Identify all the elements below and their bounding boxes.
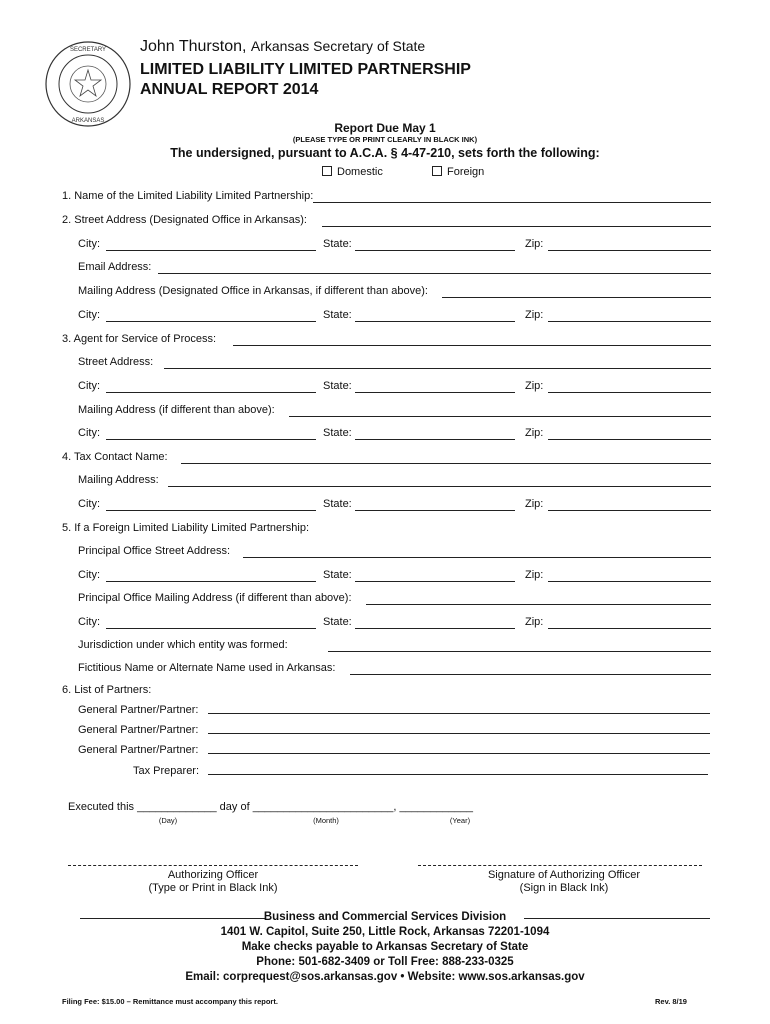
general-partner-label: General Partner/Partner:: [78, 704, 199, 716]
general-partner-label: General Partner/Partner:: [78, 744, 199, 756]
email-website: Email: corprequest@sos.arkansas.gov • Website: www.sos.arkansas.gov: [185, 971, 585, 983]
state-field[interactable]: [355, 321, 515, 322]
state-label: State:: [323, 616, 352, 628]
zip-field[interactable]: [548, 628, 711, 629]
executed-line[interactable]: Executed this _____________ day of _______________________, ____________: [68, 801, 473, 813]
year-caption: (Year): [449, 816, 471, 825]
general-partner-label: General Partner/Partner:: [78, 724, 199, 736]
city-field[interactable]: [106, 392, 316, 393]
officer-note: (Type or Print in Black Ink): [148, 882, 278, 894]
tax-contact-field[interactable]: [181, 463, 711, 464]
svg-text:SECRETARY: SECRETARY: [69, 47, 107, 53]
zip-label: Zip:: [525, 380, 544, 392]
zip-label: Zip:: [525, 427, 544, 439]
foreign-label: Foreign: [447, 166, 485, 178]
state-field[interactable]: [355, 392, 515, 393]
phone-info: Phone: 501-682-3409 or Toll Free: 888-233-0325: [256, 956, 514, 968]
signature-caption: [418, 869, 710, 895]
state-label: State:: [323, 498, 352, 510]
city-label: City:: [78, 569, 100, 581]
general-partner-field[interactable]: [208, 713, 710, 714]
office-address: 1401 W. Capitol, Suite 250, Little Rock, Arkansas 72201-1094: [220, 926, 550, 938]
signature-field[interactable]: [418, 865, 702, 866]
agent-street-label: Street Address:: [78, 356, 154, 368]
city-label: City:: [78, 309, 100, 321]
officer-label: Authorizing Officer: [167, 869, 259, 881]
zip-field[interactable]: [548, 581, 711, 582]
state-label: State:: [323, 380, 352, 392]
zip-field[interactable]: [548, 250, 711, 251]
day-caption: (Day): [158, 816, 178, 825]
tax-preparer-label: Tax Preparer:: [133, 765, 200, 777]
state-label: State:: [323, 427, 352, 439]
principal-mailing-field[interactable]: [366, 604, 711, 605]
foreign-llp-label: 5. If a Foreign Limited Liability Limited Partnership:: [62, 522, 310, 534]
filing-fee: Filing Fee: $15.00 – Remittance must accompany this report.: [62, 997, 278, 1006]
checkbox-icon[interactable]: [322, 166, 332, 176]
form-title-line1: LIMITED LIABILITY LIMITED PARTNERSHIP: [140, 61, 471, 78]
agent-street-field[interactable]: [164, 368, 711, 369]
domestic-checkbox[interactable]: [322, 166, 383, 178]
report-due: Report Due May 1: [334, 121, 436, 135]
agent-label: 3. Agent for Service of Process:: [62, 333, 217, 345]
month-caption: (Month): [313, 816, 339, 825]
city-field[interactable]: [106, 628, 316, 629]
authorizing-officer-field[interactable]: [68, 865, 358, 866]
city-label: City:: [78, 498, 100, 510]
principal-mailing-label: Principal Office Mailing Address (if different than above):: [78, 592, 352, 604]
city-field[interactable]: [106, 510, 316, 511]
mailing-address-label: Mailing Address (Designated Office in Arkansas, if different than above):: [78, 285, 428, 297]
state-field[interactable]: [355, 250, 515, 251]
tax-mailing-label: Mailing Address:: [78, 474, 159, 486]
city-field[interactable]: [106, 321, 316, 322]
state-field[interactable]: [355, 581, 515, 582]
general-partner-field[interactable]: [208, 733, 710, 734]
llp-name-field[interactable]: [313, 202, 711, 203]
zip-label: Zip:: [525, 569, 544, 581]
state-field[interactable]: [355, 510, 515, 511]
email-field[interactable]: [158, 273, 711, 274]
street-address-label: 2. Street Address (Designated Office in Arkansas):: [62, 214, 307, 226]
zip-label: Zip:: [525, 309, 544, 321]
checkbox-icon[interactable]: [432, 166, 442, 176]
city-label: City:: [78, 427, 100, 439]
city-field[interactable]: [106, 581, 316, 582]
email-label: Email Address:: [78, 261, 152, 273]
agent-field[interactable]: [233, 345, 711, 346]
tax-mailing-field[interactable]: [168, 486, 711, 487]
city-field[interactable]: [106, 439, 316, 440]
revision: Rev. 8/19: [655, 997, 687, 1006]
zip-label: Zip:: [525, 616, 544, 628]
zip-label: Zip:: [525, 498, 544, 510]
general-partner-field[interactable]: [208, 753, 710, 754]
state-field[interactable]: [355, 628, 515, 629]
secretary-name-text: John Thurston,: [140, 38, 247, 55]
partners-label: 6. List of Partners:: [62, 684, 152, 696]
tax-contact-label: 4. Tax Contact Name:: [62, 451, 168, 463]
mailing-address-field[interactable]: [442, 297, 711, 298]
city-label: City:: [78, 238, 100, 250]
city-label: City:: [78, 380, 100, 392]
state-label: State:: [323, 569, 352, 581]
llp-name-label: 1. Name of the Limited Liability Limited Partnership:: [62, 190, 314, 202]
fictitious-name-label: Fictitious Name or Alternate Name used in Arkansas:: [78, 662, 336, 674]
state-seal: [44, 40, 132, 128]
foreign-checkbox[interactable]: [432, 166, 484, 178]
street-address-field[interactable]: [322, 226, 711, 227]
authorizing-officer-caption: [68, 869, 358, 895]
svg-text:ARKANSAS: ARKANSAS: [71, 118, 105, 124]
fictitious-name-field[interactable]: [350, 674, 711, 675]
state-label: State:: [323, 309, 352, 321]
undersigned-statement: The undersigned, pursuant to A.C.A. § 4-47-210, sets forth the following:: [170, 146, 600, 160]
agent-mailing-label: Mailing Address (if different than above):: [78, 404, 275, 416]
agent-mailing-field[interactable]: [289, 416, 711, 417]
divider-right: [524, 918, 710, 919]
jurisdiction-field[interactable]: [328, 651, 711, 652]
zip-label: Zip:: [525, 238, 544, 250]
state-field[interactable]: [355, 439, 515, 440]
tax-preparer-field[interactable]: [208, 774, 708, 775]
principal-street-field[interactable]: [243, 557, 711, 558]
city-field[interactable]: [106, 250, 316, 251]
payable-note: Make checks payable to Arkansas Secretary of State: [241, 941, 529, 953]
jurisdiction-label: Jurisdiction under which entity was formed:: [78, 639, 288, 651]
ink-instruction: (PLEASE TYPE OR PRINT CLEARLY IN BLACK INK): [292, 135, 478, 144]
form-title: [140, 60, 471, 100]
signature-note: (Sign in Black Ink): [519, 882, 609, 894]
secretary-name: [140, 38, 425, 56]
zip-field[interactable]: [548, 321, 711, 322]
division-name: Business and Commercial Services Division: [263, 911, 507, 923]
city-label: City:: [78, 616, 100, 628]
principal-street-label: Principal Office Street Address:: [78, 545, 231, 557]
zip-field[interactable]: [548, 392, 711, 393]
secretary-title: Arkansas Secretary of State: [250, 38, 426, 54]
form-title-line2: ANNUAL REPORT 2014: [140, 81, 319, 98]
zip-field[interactable]: [548, 510, 711, 511]
state-label: State:: [323, 238, 352, 250]
domestic-label: Domestic: [337, 166, 383, 178]
signature-label: Signature of Authorizing Officer: [487, 869, 641, 881]
zip-field[interactable]: [548, 439, 711, 440]
